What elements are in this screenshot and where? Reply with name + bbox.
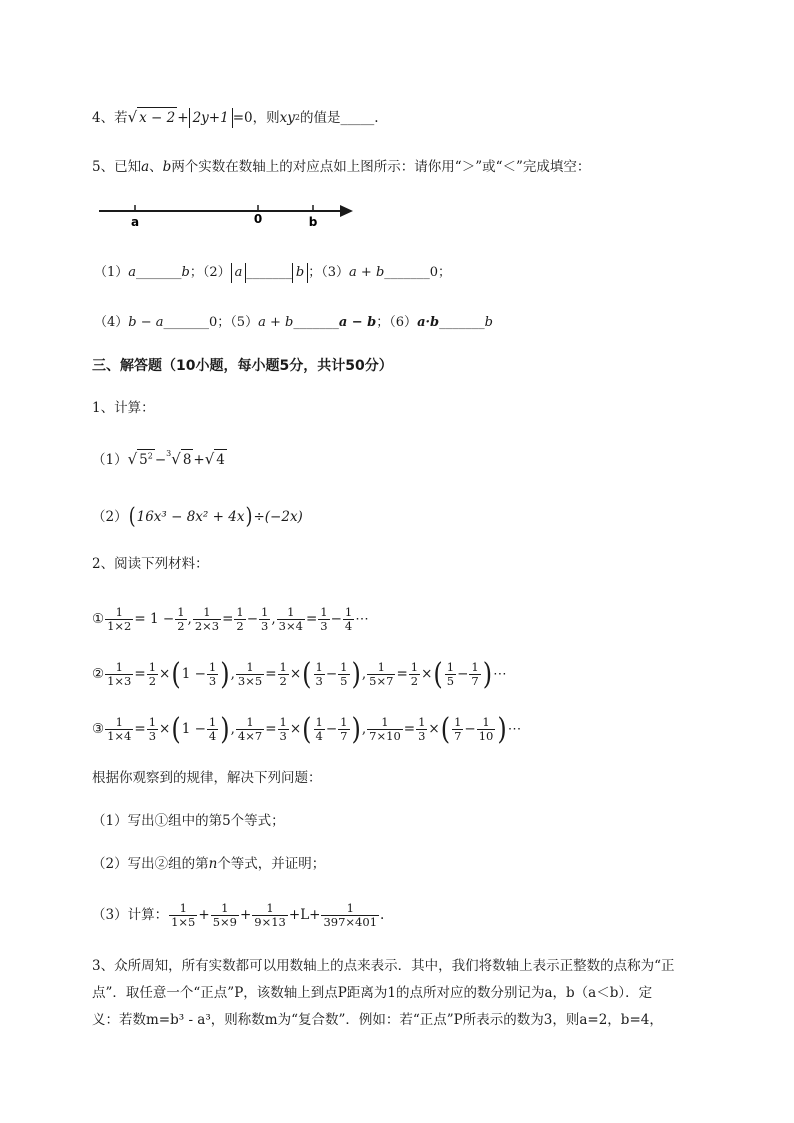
frac-den: 4 bbox=[315, 728, 323, 743]
number-line-arrow-icon bbox=[340, 205, 353, 217]
frac-num: 1 bbox=[315, 714, 323, 729]
frac-num: 1 bbox=[148, 714, 157, 729]
op: 1 − bbox=[181, 666, 206, 682]
frac-den: 3 bbox=[148, 728, 157, 743]
frac-den: 1×4 bbox=[107, 728, 132, 743]
frac-num: 1 bbox=[381, 714, 389, 729]
frac-den: 3×4 bbox=[278, 618, 303, 633]
op: − bbox=[330, 611, 342, 627]
op: = bbox=[265, 666, 277, 682]
number-line bbox=[95, 200, 360, 230]
frac-num: 1 bbox=[115, 604, 123, 619]
circle-mark-2: ② bbox=[92, 666, 105, 682]
q4-sqrt: √ x − 2 bbox=[127, 108, 176, 126]
ellipsis: ⋯ bbox=[493, 666, 507, 682]
frac-num: 1 bbox=[208, 714, 217, 729]
s2-q1: （1）写出①组中的第5个等式； bbox=[92, 813, 285, 829]
frac-num: 1 bbox=[246, 714, 254, 729]
fill-sep-2: ；（3） bbox=[308, 265, 350, 280]
s1-rad3: 4 bbox=[214, 449, 227, 470]
blank-3[interactable]: _______ bbox=[384, 265, 430, 280]
fill-p2-abs-b: b bbox=[292, 263, 308, 283]
s1-sqrt-1: √ $5^2$ bbox=[127, 450, 153, 468]
frac-num: 1 bbox=[410, 659, 419, 674]
op: + bbox=[288, 907, 301, 923]
frac-den: 3 bbox=[208, 673, 217, 688]
fill-row-1 bbox=[94, 263, 451, 283]
frac-num: 1 bbox=[221, 900, 229, 915]
op: = bbox=[403, 721, 416, 737]
s1-part-2: （2） ( 16x³ − 8x² + 4x ) ÷ (−2x) bbox=[92, 503, 303, 530]
frac-den: 2 bbox=[236, 618, 244, 633]
s1-cbrt: 3 √ 8 bbox=[166, 449, 192, 468]
s1-sqrt-3: √ 4 bbox=[204, 450, 225, 468]
fill-sep-1: ；（2） bbox=[189, 265, 231, 280]
q4-radicand: x − 2 bbox=[137, 107, 177, 128]
frac-den: 2×3 bbox=[194, 618, 220, 633]
fill-p1-a: a bbox=[128, 265, 137, 280]
blank-4[interactable]: _______ bbox=[163, 315, 210, 330]
op: = bbox=[265, 721, 277, 737]
q5-prefix: 5、已知 bbox=[92, 159, 142, 175]
op: − bbox=[457, 666, 469, 682]
s1-p1-label: （1） bbox=[92, 451, 128, 468]
frac-num: 1 bbox=[261, 604, 269, 619]
frac-den: 7×10 bbox=[369, 728, 401, 743]
frac-num: 1 bbox=[320, 604, 328, 619]
fill-p5-rhs: a − b bbox=[338, 315, 377, 330]
frac-den: 2 bbox=[177, 618, 185, 633]
s1-plus: + bbox=[193, 451, 205, 468]
frac-den: 3 bbox=[320, 618, 328, 633]
op: , bbox=[361, 666, 367, 682]
frac-num: 1 bbox=[454, 714, 462, 729]
frac-num: 1 bbox=[279, 659, 287, 674]
s2-q2-n: n bbox=[208, 856, 218, 872]
op: 1 − bbox=[181, 721, 206, 737]
frac-num: 1 bbox=[340, 659, 348, 674]
blank-2[interactable]: _______ bbox=[246, 265, 292, 280]
blank-5[interactable]: _______ bbox=[293, 315, 339, 330]
op: × bbox=[159, 721, 171, 737]
fill-p3-zero: 0 bbox=[429, 265, 439, 280]
fill-sep-5: ；（5） bbox=[217, 315, 259, 330]
frac-num: 1 bbox=[115, 659, 123, 674]
q4-suffix: 的值是_____. bbox=[299, 109, 379, 126]
s1-minus: − bbox=[154, 451, 167, 468]
op: = bbox=[134, 666, 146, 682]
s3-paragraph bbox=[92, 953, 712, 1034]
op: × bbox=[159, 666, 171, 682]
blank-6[interactable]: _______ bbox=[439, 315, 485, 330]
s1-rad1: 5 bbox=[139, 452, 148, 468]
q5-sep: 、 bbox=[149, 159, 163, 175]
op: = bbox=[305, 611, 318, 627]
frac-den: 3×5 bbox=[237, 673, 263, 688]
frac-den: 1×2 bbox=[107, 618, 132, 633]
frac-den: 397×401 bbox=[323, 914, 378, 929]
fill-p3-expr: a + b bbox=[349, 265, 385, 280]
fill-p6-expr: a·b bbox=[417, 315, 440, 330]
op: , bbox=[230, 721, 235, 737]
frac-den: 4 bbox=[344, 618, 353, 633]
label-a: a bbox=[130, 215, 140, 229]
s1-label: 1、计算： bbox=[92, 400, 155, 416]
frac-num: 1 bbox=[177, 604, 185, 619]
s2-q3-label: （3）计算： bbox=[92, 907, 169, 923]
frac-num: 1 bbox=[266, 900, 274, 915]
op: = 1 − bbox=[134, 611, 175, 627]
s2-rule: 根据你观察到的规律，解决下列问题： bbox=[92, 770, 322, 786]
circle-mark-1: ① bbox=[92, 611, 105, 627]
frac-num: 1 bbox=[279, 714, 287, 729]
s2-row-2: ② $\frac{1}{1\times 3}$ = $\frac{1}{2}$ × ( 1 − $\frac{1}{3}$ ) , $\frac{1}{3\times 5}$ = $\frac{1}{2}$ × ( $\frac{1}{3}$ − $\frac{1}{5}$ ) , $\frac{1}{5\times 7}$ = $\frac{1}{2}$ × ( $\frac{1}{5}$ − $\frac{1}{7}$ ) ⋯ bbox=[92, 656, 507, 692]
frac-num: 1 bbox=[315, 659, 323, 674]
s2-row-3: ③ $\frac{1}{1\times 4}$ = $\frac{1}{3}$ × ( 1 − $\frac{1}{4}$ ) , $\frac{1}{4\times 7}$ = $\frac{1}{3}$ × ( $\frac{1}{4}$ − $\frac{1}{7}$ ) , $\frac{1}{7\times 10}$ = $\frac{1}{3}$ × ( $\frac{1}{7}$ − $\frac{1}{10}$ ) ⋯ bbox=[92, 711, 522, 747]
op: = bbox=[134, 721, 146, 737]
op: = bbox=[222, 611, 234, 627]
q4-var: xy bbox=[279, 109, 295, 126]
frac-den: 2 bbox=[279, 673, 287, 688]
op: × bbox=[428, 721, 440, 737]
frac-num: 1 bbox=[203, 604, 211, 619]
op: , bbox=[187, 611, 192, 627]
op: − bbox=[325, 666, 338, 682]
op: − bbox=[464, 721, 476, 737]
fill-end-1: ； bbox=[438, 265, 452, 280]
s1-p2-rhs: (−2x) bbox=[264, 509, 303, 525]
frac-den: 7 bbox=[340, 728, 348, 743]
op: , bbox=[230, 666, 235, 682]
circle-mark-3: ③ bbox=[92, 721, 105, 737]
op: L bbox=[300, 907, 310, 923]
frac-den: 3 bbox=[279, 728, 287, 743]
frac-num: 1 bbox=[471, 659, 479, 674]
frac-den: 9×13 bbox=[254, 914, 286, 929]
q4-prefix: 4、若 bbox=[92, 109, 128, 126]
s2-q2-post: 个等式，并证明； bbox=[217, 856, 326, 872]
frac-den: 3 bbox=[261, 618, 269, 633]
frac-num: 1 bbox=[287, 604, 295, 619]
s1-part-1 bbox=[92, 449, 227, 470]
s1-p2-expr: 16x³ − 8x² + 4x bbox=[136, 509, 245, 525]
q5-text: 两个实数在数轴上的对应点如上图所示：请你用“＞”或“＜”完成填空： bbox=[171, 159, 591, 175]
frac-num: 1 bbox=[446, 659, 455, 674]
fill-p4-zero: 0 bbox=[209, 315, 218, 330]
frac-den: 2 bbox=[410, 673, 419, 688]
section-3-title: 三、解答题（10小题，每小题5分，共计50分） bbox=[92, 358, 393, 374]
frac-den: 5 bbox=[446, 673, 455, 688]
s1-index: 3 bbox=[166, 449, 172, 458]
s1-sup: 2 bbox=[147, 451, 153, 461]
q4-plus: + bbox=[177, 109, 189, 126]
frac-num: 1 bbox=[340, 714, 348, 729]
frac-den: 4×7 bbox=[237, 728, 263, 743]
q5-var-a: a bbox=[141, 159, 150, 175]
frac-num: 1 bbox=[246, 659, 254, 674]
frac-den: 5×9 bbox=[212, 914, 237, 929]
op: . bbox=[380, 907, 385, 923]
s1-p2-div: ÷ bbox=[253, 509, 265, 525]
s2-label: 2、阅读下列材料： bbox=[92, 556, 209, 572]
frac-den: 7 bbox=[471, 673, 479, 688]
label-b: b bbox=[308, 215, 318, 229]
question-5 bbox=[92, 157, 590, 177]
s2-q2-pre: （2）写出②组的第 bbox=[92, 856, 209, 872]
frac-num: 1 bbox=[482, 714, 490, 729]
frac-num: 1 bbox=[208, 659, 217, 674]
fill-p4-label: （4） bbox=[94, 315, 129, 330]
op: , bbox=[271, 611, 276, 627]
s2-q3 bbox=[92, 898, 384, 932]
frac-den: 4 bbox=[208, 728, 217, 743]
op: − bbox=[325, 721, 338, 737]
frac-num: 1 bbox=[148, 659, 157, 674]
q4-abs-expr: 2y+1 bbox=[189, 108, 233, 128]
frac-den: 10 bbox=[478, 728, 494, 743]
op: + bbox=[198, 907, 210, 923]
frac-num: 1 bbox=[377, 659, 385, 674]
frac-den: 2 bbox=[148, 673, 157, 688]
q5-var-b: b bbox=[162, 159, 172, 175]
frac-num: 1 bbox=[236, 604, 244, 619]
ellipsis: ⋯ bbox=[355, 611, 369, 627]
fill-sep-6: ；（6） bbox=[376, 315, 418, 330]
label-0: 0 bbox=[253, 212, 263, 226]
s1-rad2: 8 bbox=[181, 449, 194, 470]
op: = bbox=[396, 666, 408, 682]
frac-den: 5 bbox=[340, 673, 348, 688]
fill-p2-abs-a: a bbox=[231, 263, 247, 283]
frac-num: 1 bbox=[344, 604, 353, 619]
question-4: 4、若 √ x − 2 + 2y+1 =0，则 xy 2 的值是_____. bbox=[92, 108, 379, 126]
op: , bbox=[361, 721, 367, 737]
op: × bbox=[421, 666, 433, 682]
frac-num: 1 bbox=[346, 900, 354, 915]
s3-line-1: 3、众所周知，所有实数都可以用数轴上的点来表示．其中，我们将数轴上表示正整数的点称为“正 bbox=[92, 958, 675, 974]
fill-p5-expr: a + b bbox=[258, 315, 294, 330]
frac-den: 1×3 bbox=[107, 673, 132, 688]
op: × bbox=[289, 666, 302, 682]
frac-den: 7 bbox=[454, 728, 462, 743]
blank-1[interactable]: _______ bbox=[136, 265, 182, 280]
s2-row-1 bbox=[92, 603, 369, 635]
frac-den: 5×7 bbox=[369, 673, 394, 688]
s2-q2 bbox=[92, 854, 325, 874]
frac-den: 3 bbox=[418, 728, 426, 743]
ellipsis: ⋯ bbox=[507, 721, 522, 737]
s1-p2-label: （2） bbox=[92, 509, 128, 525]
frac-num: 1 bbox=[115, 714, 123, 729]
op: × bbox=[289, 721, 302, 737]
fill-p4-expr: b − a bbox=[128, 315, 164, 330]
fill-p1-label: （1） bbox=[94, 265, 129, 280]
op: − bbox=[246, 611, 259, 627]
op: + bbox=[239, 907, 252, 923]
fill-p6-b: b bbox=[484, 315, 493, 330]
fill-row-2 bbox=[94, 313, 493, 333]
frac-den: 3 bbox=[315, 673, 323, 688]
frac-den: 1×5 bbox=[171, 914, 196, 929]
s3-line-3: 义：若数m=b³ - a³，则称数m为“复合数”．例如：若“正点”P所表示的数为3，则a=2，b=4， bbox=[92, 1012, 663, 1028]
frac-num: 1 bbox=[179, 900, 187, 915]
s3-line-2: 点”．取任意一个“正点”P，该数轴上到点P距离为1的点所对应的数分别记为a，b（a＜b）．定 bbox=[92, 985, 653, 1001]
op: + bbox=[309, 907, 321, 923]
frac-num: 1 bbox=[418, 714, 426, 729]
fill-p1-b: b bbox=[181, 265, 190, 280]
q4-mid: =0，则 bbox=[232, 109, 280, 126]
